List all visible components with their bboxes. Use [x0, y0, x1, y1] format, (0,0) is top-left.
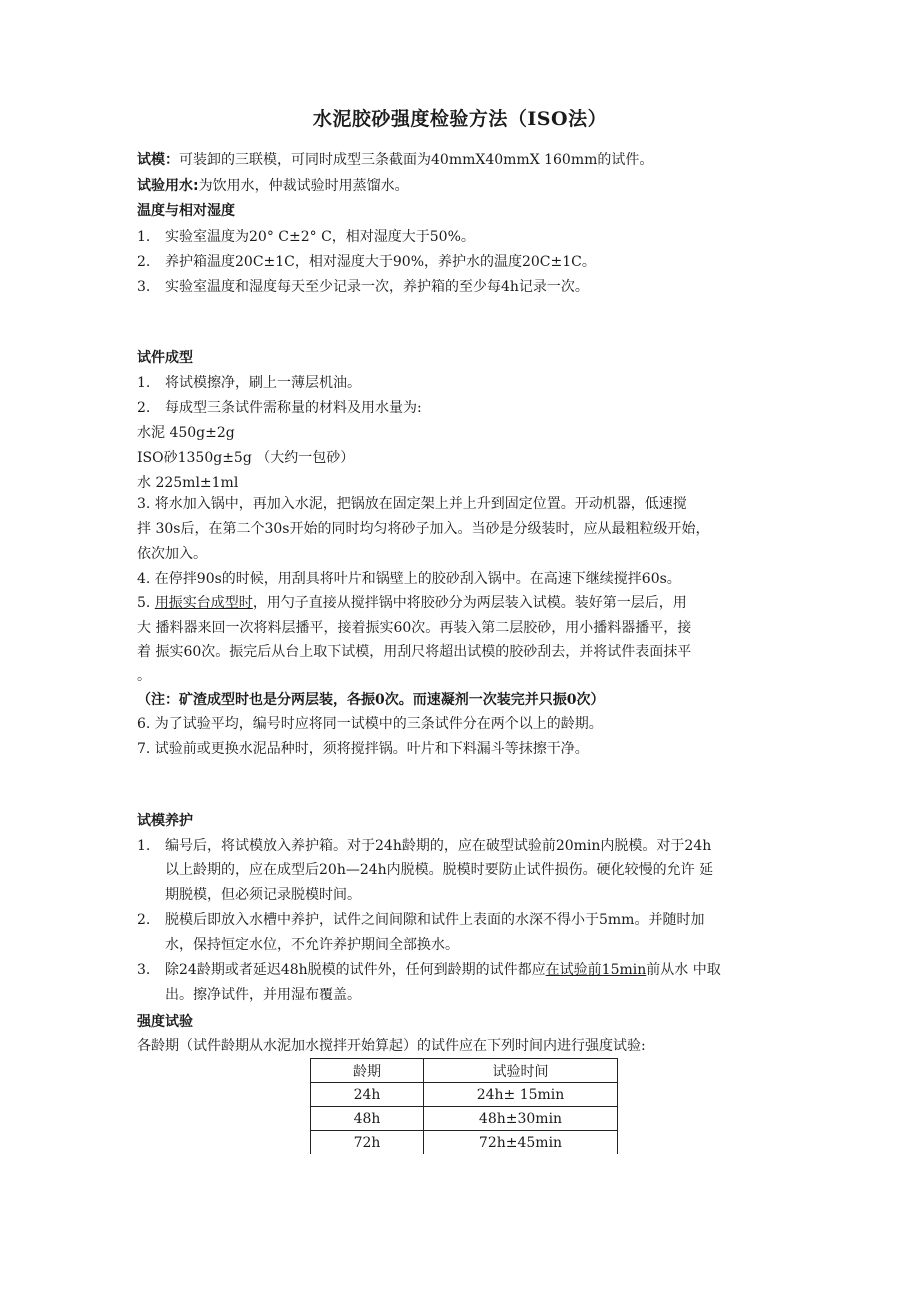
table-row	[311, 1131, 618, 1155]
list-number: 2.	[137, 400, 151, 416]
list-number: 1.	[137, 375, 151, 391]
curing-item-1-line-3: 期脱模，但必须记录脱模时间。	[165, 887, 361, 903]
test-time-table	[310, 1058, 618, 1154]
curing-heading: 试模养护	[137, 813, 193, 829]
list-text: 每成型三条试件需称量的材料及用水量为:	[165, 400, 422, 416]
temp-item-3	[137, 277, 589, 297]
list-text: 实验室温度和湿度每天至少记录一次，养护箱的至少每4h记录一次。	[165, 279, 589, 295]
list-number: 2.	[137, 912, 151, 928]
list-number: 3.	[137, 279, 151, 295]
strength-intro: 各龄期（试件龄期从水泥加水搅拌开始算起）的试件应在下列时间内进行强度试验:	[137, 1038, 646, 1054]
list-number: 1.	[137, 838, 151, 854]
water-line	[137, 176, 409, 196]
curing-item-3-line-1	[137, 960, 721, 980]
mold-text: 可装卸的三联模，可同时成型三条截面为40mmX40mmX 160mm的试件。	[179, 152, 654, 168]
forming-item-5-line-3: 着 振实60次。振完后从台上取下试模，用刮尺将超出试模的胶砂刮去，并将试件表面抹平	[137, 644, 692, 660]
table-cell: 24h± 15min	[424, 1083, 618, 1107]
curing-item-1-line-1	[137, 836, 711, 856]
forming-heading: 试件成型	[137, 350, 193, 366]
list-text: 编号后，将试模放入养护箱。对于24h龄期的，应在破型试验前20min内脱模。对于24h	[165, 838, 712, 854]
page-title: 水泥胶砂强度检验方法（ISO法）	[312, 108, 608, 130]
forming-item-5-line-1	[137, 593, 687, 613]
water-amount: 水 225ml±1ml	[137, 475, 239, 491]
forming-note: （注：矿渣成型时也是分两层装，各振0次。而速凝剂一次装完并只振0次）	[137, 692, 605, 708]
table-row	[311, 1107, 618, 1131]
list-text: 将试模擦净，刷上一薄层机油。	[165, 375, 361, 391]
list-number: 1.	[137, 229, 151, 245]
table-row	[311, 1083, 618, 1107]
forming-item-5-line-2: 大 播料器来回一次将料层播平，接着振实60次。再装入第二层胶砂，用小播料器播平，接	[137, 620, 692, 636]
forming-item-3-line-1: 3. 将水加入锅中，再加入水泥，把锅放在固定架上并上升到固定位置。开动机器，低速搅	[137, 496, 687, 512]
list-text: 脱模后即放入水槽中养护，试件之间间隙和试件上表面的水深不得小于5mm。并随时加	[165, 912, 705, 928]
item-prefix: 除24龄期或者延迟48h脱模的试件外，任何到龄期的试件都应	[165, 962, 546, 978]
curing-item-3-line-2: 出。擦净试件，并用湿布覆盖。	[165, 987, 361, 1003]
temp-item-1	[137, 227, 475, 247]
underlined-text: 在试验前15min	[545, 962, 647, 978]
forming-item-3-line-2: 拌 30s后，在第二个30s开始的同时均匀将砂子加入。当砂是分级装时，应从最粗粒级开始，	[137, 521, 710, 537]
curing-item-2-line-1	[137, 910, 704, 930]
list-text: 实验室温度为20° C±2° C，相对湿度大于50%。	[165, 229, 475, 245]
list-number: 2.	[137, 254, 151, 270]
forming-item-6: 6. 为了试验平均，编号时应将同一试模中的三条试件分在两个以上的龄期。	[137, 716, 603, 732]
item-rest: 前从水 中取	[646, 962, 721, 978]
mold-line	[137, 150, 653, 170]
underlined-text: 用振实台成型时	[154, 595, 253, 611]
table-header-cell: 试验时间	[424, 1059, 618, 1083]
temp-heading: 温度与相对湿度	[137, 203, 235, 219]
curing-item-1-line-2: 以上龄期的，应在成型后20h—24h内脱模。脱模时要防止试件损伤。硬化较慢的允许 延	[165, 862, 714, 878]
forming-item-2	[137, 398, 422, 418]
table-header-cell: 龄期	[311, 1059, 424, 1083]
forming-item-1	[137, 373, 361, 393]
table-cell: 24h	[311, 1083, 424, 1107]
curing-item-2-line-2: 水，保持恒定水位，不允许养护期间全部换水。	[165, 937, 459, 953]
forming-item-7: 7. 试验前或更换水泥品种时，须将搅拌锅。叶片和下料漏斗等抹擦干净。	[137, 741, 589, 757]
table-header-row	[311, 1059, 618, 1083]
water-label: 试验用水:	[137, 178, 199, 194]
strength-heading: 强度试验	[137, 1014, 193, 1030]
temp-item-2	[137, 252, 596, 272]
water-text: 为饮用水，仲裁试验时用蒸馏水。	[198, 178, 409, 194]
table-cell: 72h±45min	[424, 1131, 618, 1155]
table-cell: 48h	[311, 1107, 424, 1131]
sand-amount: ISO砂1350g±5g （大约一包砂）	[137, 450, 355, 466]
item-rest: ，用勺子直接从搅拌锅中将胶砂分为两层装入试模。装好第一层后，用	[252, 595, 687, 611]
list-text: 养护箱温度20C±1C，相对湿度大于90%，养护水的温度20C±1C。	[165, 254, 596, 270]
forming-item-3-line-3: 依次加入。	[137, 546, 207, 562]
cement-amount: 水泥 450g±2g	[137, 425, 235, 441]
forming-item-5-line-4: 。	[137, 668, 151, 684]
list-number: 3.	[137, 962, 151, 978]
item-prefix: 5.	[137, 595, 155, 611]
table-cell: 72h	[311, 1131, 424, 1155]
forming-item-4: 4. 在停拌90s的时候，用刮具将叶片和锅壁上的胶砂刮入锅中。在高速下继续搅拌60s。	[137, 571, 681, 587]
mold-label: 试模：	[137, 152, 179, 168]
table-cell: 48h±30min	[424, 1107, 618, 1131]
